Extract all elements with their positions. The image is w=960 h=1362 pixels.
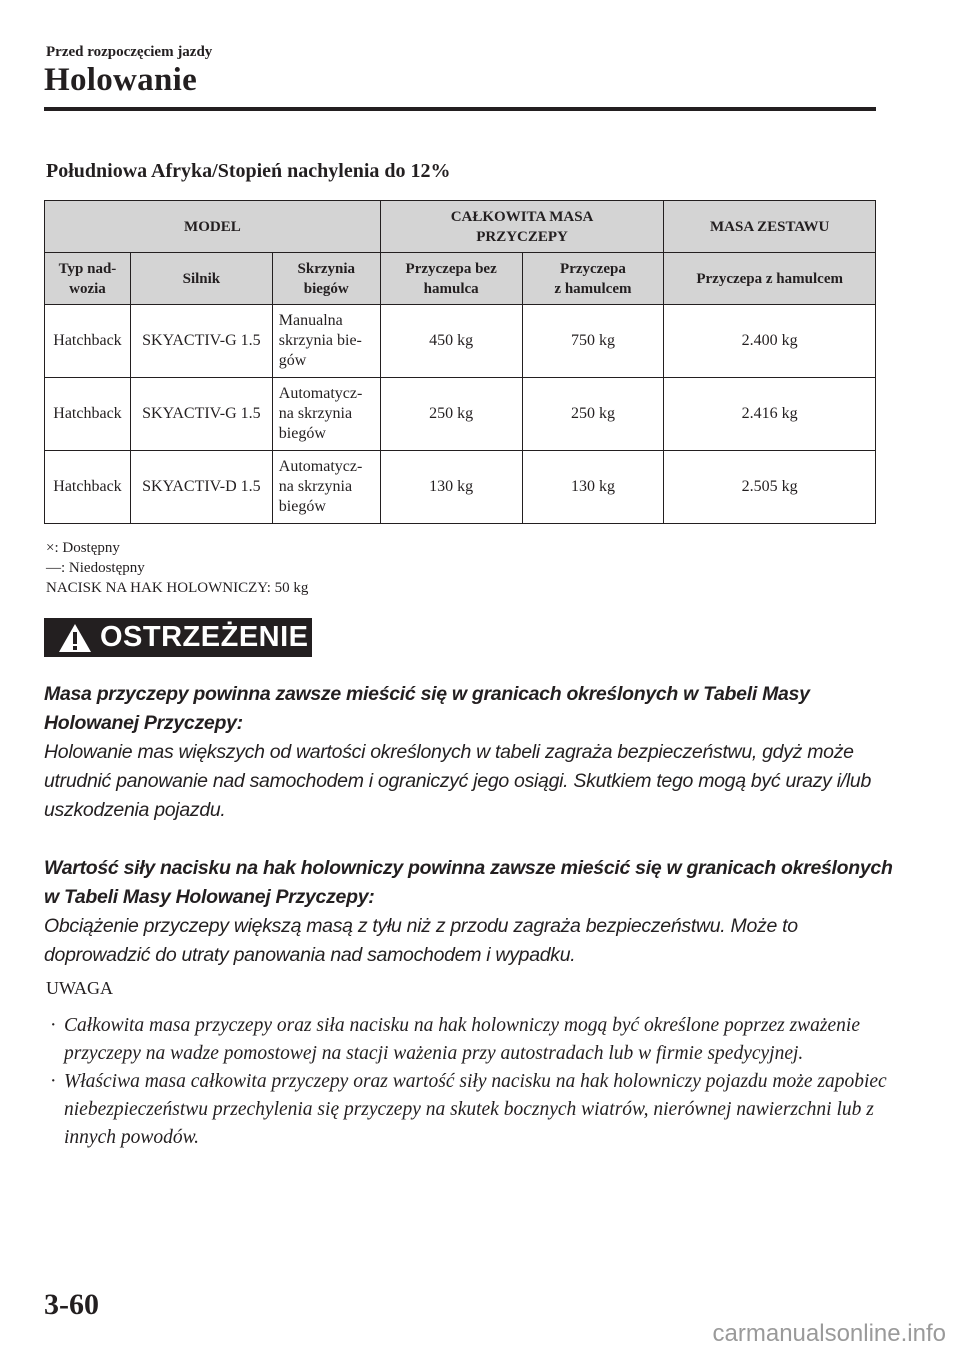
section-label: Przed rozpoczęciem jazdy <box>46 44 213 60</box>
col-header: Silnik <box>130 253 272 305</box>
table-row <box>45 378 876 451</box>
warning-p1-heading: Masa przyczepy powinna zawsze mieścić się w granicach określonych w Tabeli Masy Holowanej Przyczepy: <box>44 683 810 734</box>
col-header: Przyczepa bez hamulca <box>380 253 522 305</box>
exclamation-triangle-icon <box>58 623 92 653</box>
table-cell: Hatchback <box>45 451 131 524</box>
table-cell: Automatycz- na skrzynia biegów <box>272 451 380 524</box>
bullet-icon: · <box>50 1015 57 1036</box>
table-cell: SKYACTIV-D 1.5 <box>130 451 272 524</box>
table-cell: 2.400 kg <box>664 305 876 378</box>
warning-p2-text: Obciążenie przyczepy większą masą z tyłu niż z przodu zagraża bezpieczeństwu. Może to doprowadzić do utraty panowania nad samochodem i wypadku. <box>44 915 798 966</box>
table-cell: Automatycz- na skrzynia biegów <box>272 378 380 451</box>
table-cell: 750 kg <box>522 305 664 378</box>
warning-p1-text: Holowanie mas większych od wartości określonych w tabeli zagraża bezpieczeństwu, gdyż może utrudnić panowanie nad samochodem i ograniczyć jego osiągi. Skutkiem tego mogą być urazy i/lub uszkodzenia pojazdu. <box>44 741 872 821</box>
table-row <box>45 451 876 524</box>
table-cell: 250 kg <box>380 378 522 451</box>
legend-unavailable: —: Niedostępny <box>46 560 145 576</box>
table-cell: 2.505 kg <box>664 451 876 524</box>
table-cell: 130 kg <box>522 451 664 524</box>
table-cell: Manualna skrzynia bie- gów <box>272 305 380 378</box>
table-cell: SKYACTIV-G 1.5 <box>130 305 272 378</box>
table-cell: 130 kg <box>380 451 522 524</box>
header-model: MODEL <box>45 201 381 253</box>
table-cell: Hatchback <box>45 305 131 378</box>
bullet-icon: · <box>50 1071 57 1092</box>
warning-body <box>44 680 894 970</box>
table-legend <box>46 538 308 598</box>
table-cell: 250 kg <box>522 378 664 451</box>
legend-available: ×: Dostępny <box>46 540 120 556</box>
table-heading: Południowa Afryka/Stopień nachylenia do 12% <box>46 160 451 182</box>
table-cell: SKYACTIV-G 1.5 <box>130 378 272 451</box>
warning-label: OSTRZEŻENIE <box>100 621 309 653</box>
col-header: Przyczepa z hamulcem <box>664 253 876 305</box>
list-item: · Całkowita masa przyczepy oraz siła nacisku na hak holowniczy mogą być określone poprzez zważenie przyczepy na wadze pomostowej na stacji ważenia przy autostradach lub w firmie spedycyjnej. <box>50 1012 890 1068</box>
table-row <box>45 305 876 378</box>
table-cell: 450 kg <box>380 305 522 378</box>
header-total-mass: CAŁKOWITA MASA PRZYCZEPY <box>380 201 664 253</box>
header-combination-mass: MASA ZESTAWU <box>664 201 876 253</box>
table-cell: Hatchback <box>45 378 131 451</box>
note-label: UWAGA <box>46 978 113 998</box>
legend-hitch-load: NACISK NA HAK HOLOWNICZY: 50 kg <box>46 580 309 596</box>
col-header: Typ nad- wozia <box>45 253 131 305</box>
towing-table <box>44 200 876 524</box>
warning-banner <box>44 618 312 657</box>
table-cell: 2.416 kg <box>664 378 876 451</box>
note-list <box>50 1012 890 1152</box>
page-title: Holowanie <box>44 62 198 98</box>
watermark: carmanualsonline.info <box>712 1320 946 1347</box>
list-item: · Właściwa masa całkowita przyczepy oraz wartość siły nacisku na hak holowniczy pojazdu może zapobiec niebezpieczeństwu przechylenia się przyczepy na skutek bocznych wiatrów, nierównej nawierzchni lub z innych powodów. <box>50 1068 890 1152</box>
col-header: Skrzynia biegów <box>272 253 380 305</box>
title-rule <box>44 107 876 111</box>
page-number: 3-60 <box>44 1288 99 1321</box>
warning-p2-heading: Wartość siły nacisku na hak holowniczy powinna zawsze mieścić się w granicach określonych w Tabeli Masy Holowanej Przyczepy: <box>44 857 893 908</box>
col-header: Przyczepa z hamulcem <box>522 253 664 305</box>
